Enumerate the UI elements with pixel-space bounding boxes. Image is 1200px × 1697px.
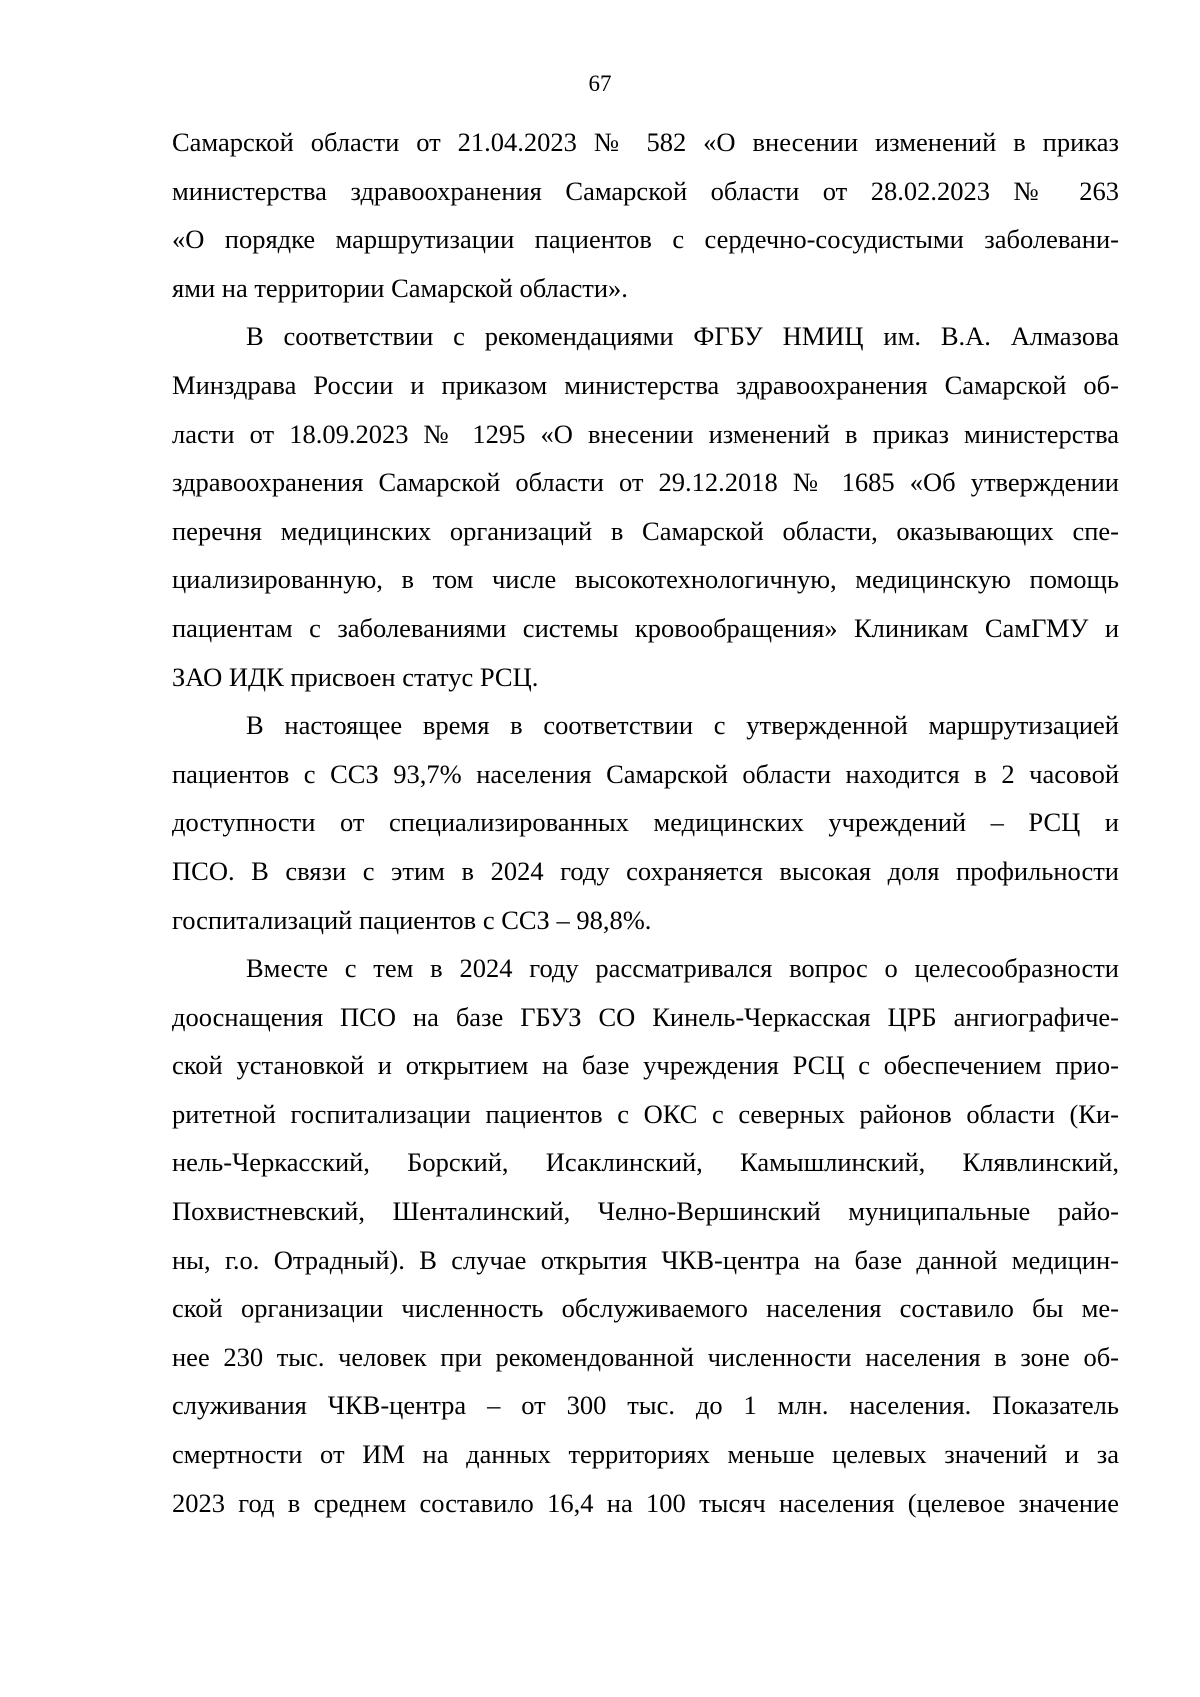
text-line: нель-Черкасский, Борский, Исаклинский, Камышлинский, Клявлинский,: [172, 1147, 1119, 1178]
text-line: ской организации численность обслуживаемого населения составило бы ме-: [172, 1293, 1119, 1324]
paragraph: [172, 118, 1119, 312]
text-line: Самарской области от 21.04.2023 № 582 «О внесении изменений в приказ: [172, 127, 1119, 157]
text-line: служивания ЧКВ-центра – от 300 тыс. до 1 млн. населения. Показатель: [172, 1390, 1119, 1421]
text-line: Вместе с тем в 2024 году рассматривался вопрос о целесообразности: [246, 953, 1119, 984]
text-line: ПСО. В связи с этим в 2024 году сохраняется высокая доля профильности: [172, 855, 1119, 886]
text-line: «О порядке маршрутизации пациентов с сердечно-сосудистыми заболевани-: [172, 224, 1119, 255]
page-number: 67: [588, 71, 612, 96]
text-line: В соответствии с рекомендациями ФГБУ НМИЦ им. В.А. Алмазова: [246, 321, 1119, 352]
paragraph: [172, 312, 1119, 701]
text-line: доступности от специализированных медицинских учреждений – РСЦ и: [172, 807, 1119, 838]
text-line: госпитализаций пациентов с ССЗ – 98,8%.: [172, 904, 652, 935]
text-line: пациентов с ССЗ 93,7% населения Самарской области находится в 2 часовой: [172, 758, 1119, 789]
text-line: ны, г.о. Отрадный). В случае открытия ЧКВ-центра на базе данной медицин-: [172, 1244, 1119, 1275]
text-line: Похвистневский, Шенталинский, Челно-Вершинский муниципальные райо-: [172, 1196, 1119, 1227]
paragraph: [172, 701, 1119, 944]
text-line: ями на территории Самарской области».: [172, 272, 628, 303]
document-body: [172, 118, 1119, 1527]
text-line: перечня медицинских организаций в Самарской области, оказывающих спе-: [172, 515, 1119, 546]
text-line: здравоохранения Самарской области от 29.12.2018 № 1685 «Об утверждении: [172, 467, 1119, 498]
text-line: ритетной госпитализации пациентов с ОКС с северных районов области (Ки-: [172, 1098, 1119, 1129]
text-line: нее 230 тыс. человек при рекомендованной численности населения в зоне об-: [172, 1341, 1119, 1372]
text-line: ласти от 18.09.2023 № 1295 «О внесении изменений в приказ министерства: [172, 418, 1119, 449]
text-line: дооснащения ПСО на базе ГБУЗ СО Кинель-Черкасская ЦРБ ангиографиче-: [172, 1001, 1119, 1032]
text-line: смертности от ИМ на данных территориях меньше целевых значений и за: [172, 1439, 1119, 1470]
text-line: В настоящее время в соответствии с утвержденной маршрутизацией: [246, 710, 1119, 741]
text-line: министерства здравоохранения Самарской области от 28.02.2023 № 263: [172, 175, 1119, 206]
text-line: циализированную, в том числе высокотехнологичную, медицинскую помощь: [172, 564, 1119, 595]
text-line: ЗАО ИДК присвоен статус РСЦ.: [172, 661, 539, 692]
text-line: 2023 год в среднем составило 16,4 на 100 тысяч населения (целевое значение: [172, 1487, 1119, 1518]
text-line: пациентам с заболеваниями системы кровообращения» Клиникам СамГМУ и: [172, 612, 1119, 643]
paragraph: [172, 944, 1119, 1527]
text-line: ской установкой и открытием на базе учреждения РСЦ с обеспечением прио-: [172, 1050, 1119, 1081]
text-line: Минздрава России и приказом министерства здравоохранения Самарской об-: [172, 369, 1119, 400]
